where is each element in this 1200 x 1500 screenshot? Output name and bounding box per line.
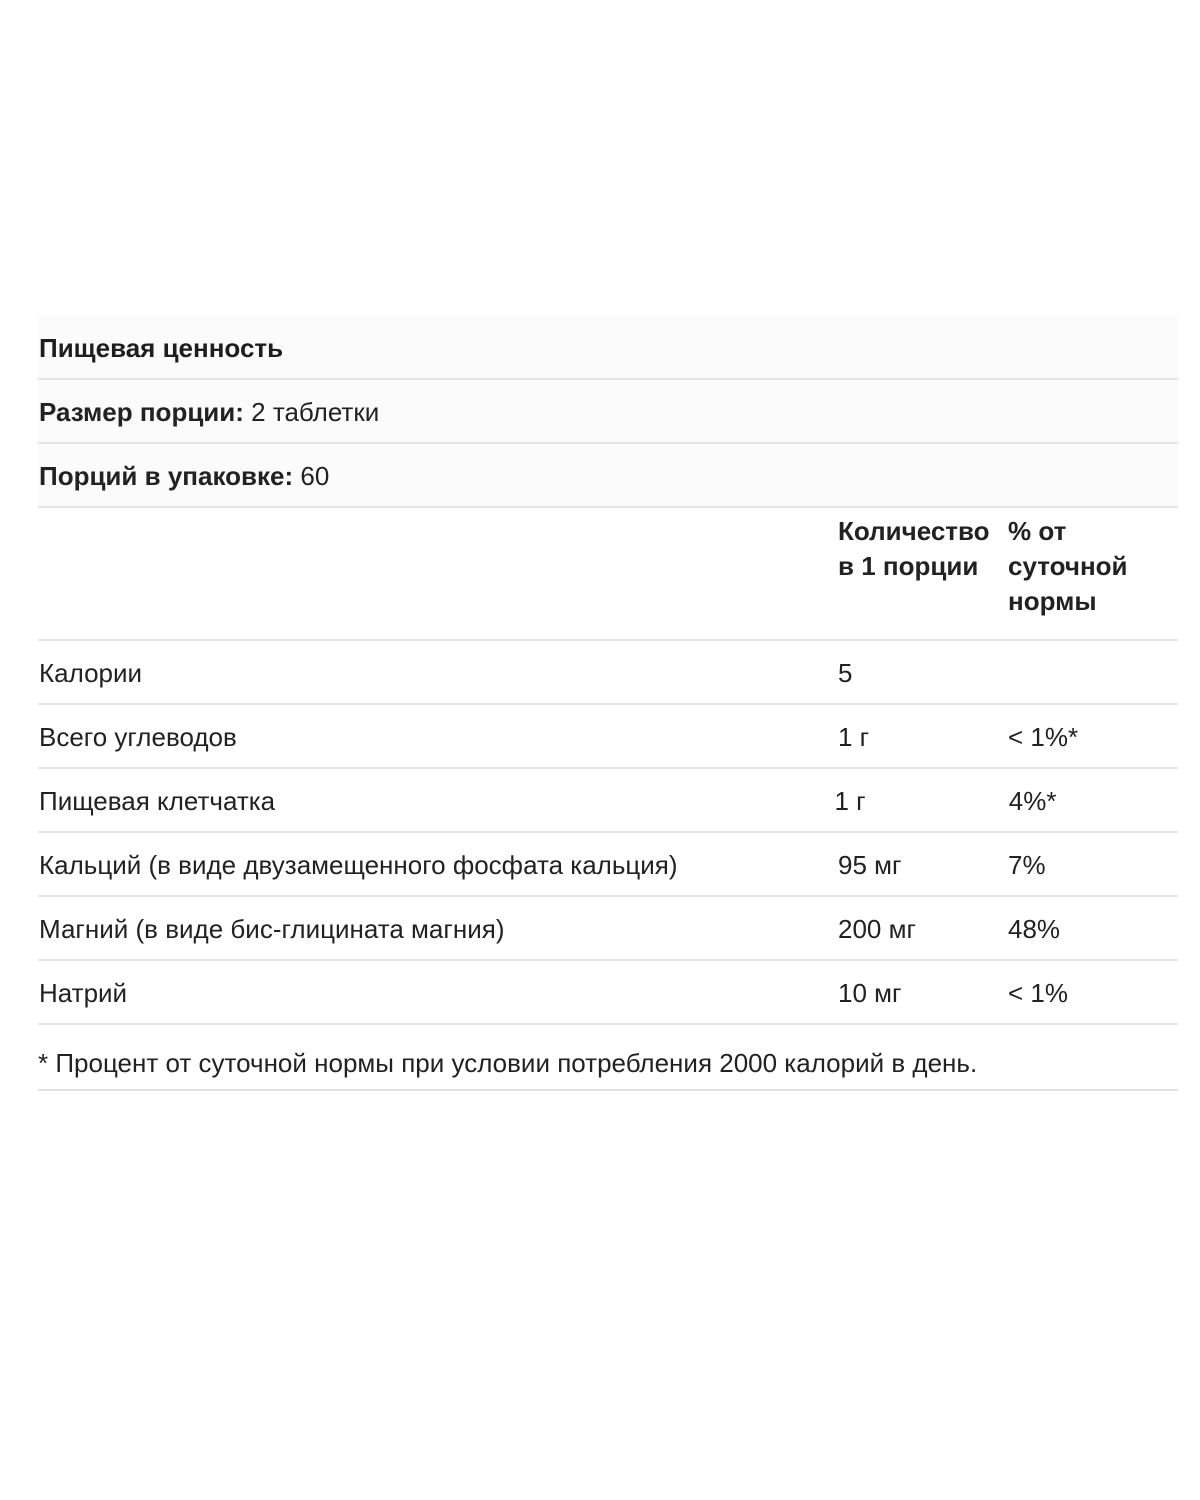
column-header-row: [38, 508, 1178, 641]
servings-per-container-row: [38, 444, 1178, 508]
nutrient-amount: 5: [838, 658, 853, 688]
nutrient-name: Калории: [39, 658, 143, 688]
nutrient-name: Кальций (в виде двузамещенного фосфата кальция): [39, 850, 678, 880]
nutrient-name: Всего углеводов: [39, 722, 237, 752]
table-row: [38, 833, 1178, 897]
nutrient-amount: 10 мг: [838, 978, 902, 1008]
table-title-row: [38, 316, 1178, 380]
table-title: Пищевая ценность: [39, 333, 284, 363]
table-row: [38, 641, 1178, 705]
table-row: [38, 961, 1178, 1025]
nutrient-name: Натрий: [39, 978, 128, 1008]
nutrition-facts-table: [38, 316, 1178, 1091]
table-row: [38, 769, 1178, 833]
servings-per-container-value: 60: [300, 461, 330, 491]
nutrient-amount: 200 мг: [838, 914, 916, 944]
nutrient-daily-value: 7%: [1008, 850, 1046, 880]
serving-size-row: [38, 380, 1178, 444]
daily-value-column-header: % от суточной нормы: [1008, 516, 1128, 616]
nutrient-amount: 1 г: [834, 786, 866, 816]
nutrient-amount: 95 мг: [838, 850, 902, 880]
serving-size-value: 2 таблетки: [251, 397, 380, 427]
nutrient-amount: 1 г: [838, 722, 870, 752]
footnote: * Процент от суточной нормы при условии потребления 2000 калорий в день.: [38, 1048, 978, 1078]
amount-column-header: Количество в 1 порции: [838, 516, 990, 581]
nutrient-name: Пищевая клетчатка: [39, 786, 276, 816]
table-row: [38, 705, 1178, 769]
nutrient-daily-value: < 1%: [1008, 978, 1068, 1008]
footnote-row: [38, 1025, 1178, 1091]
nutrient-daily-value: 48%: [1008, 914, 1061, 944]
nutrient-daily-value: 4%*: [1008, 786, 1057, 816]
table-row: [38, 897, 1178, 961]
serving-size-label: Размер порции:: [39, 397, 244, 427]
nutrient-daily-value: < 1%*: [1008, 722, 1079, 752]
nutrient-name: Магний (в виде бис-глицината магния): [39, 914, 505, 944]
servings-per-container-label: Порций в упаковке:: [39, 461, 294, 491]
